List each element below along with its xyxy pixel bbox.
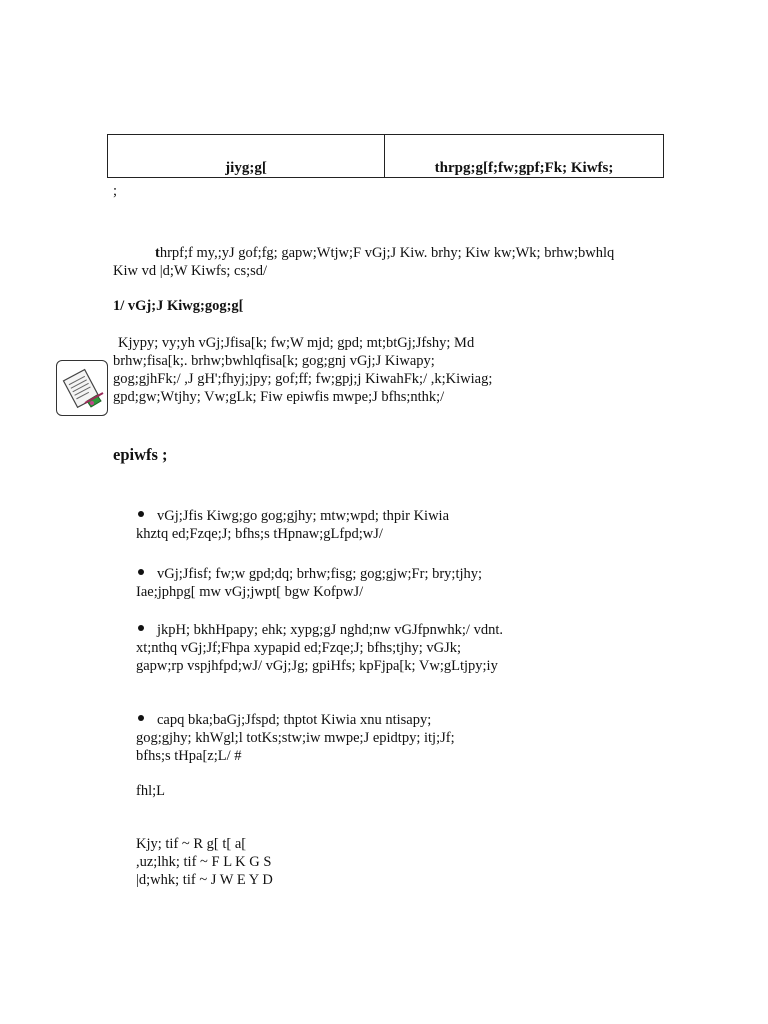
bullet-1-dot (138, 511, 144, 517)
section1-line-2: brhw;fisa[k;. brhw;bwhlqfisa[k; gog;gnj vGj;J Kiwapy; (113, 353, 435, 369)
intro-line-1 (155, 244, 614, 262)
section1-title: 1/ vGj;J Kiwg;gog;g[ (113, 298, 244, 314)
bullet-2-dot (138, 569, 144, 575)
intro-drop-letter: t (155, 245, 160, 261)
bullet-2-line-1: vGj;Jfisf; fw;w gpd;dq; brhw;fisg; gog;gjw;Fr; bry;tjhy; (157, 566, 483, 582)
bullet-4-dot (138, 715, 144, 721)
intro-line-1-rest: hrpf;f my,;yJ gof;fg; gapw;Wtjw;F vGj;J Kiw. brhy; Kiw kw;Wk; brhw;bwhlq (159, 245, 615, 261)
section2-title: epiwfs ; (113, 445, 168, 464)
closing-row-1: Kjy; tif ~ R g[ t[ a[ (136, 836, 247, 852)
section1-line-1: Kjypy; vy;yh vGj;Jfisa[k; fw;W mjd; gpd; mt;btGj;Jfshy; Md (118, 335, 475, 351)
document-with-pen-graphic (57, 361, 107, 415)
closing-row-3: |d;whk; tif ~ J W E Y D (136, 872, 273, 888)
bullet-1-line-2: khztq ed;Fzqe;J; bfhs;s tHpnaw;gLfpd;wJ/ (136, 526, 383, 542)
bullet-3-line-3: gapw;rp vspjhfpd;wJ/ vGj;Jg; gpiHfs; kpFjpa[k; Vw;gLtjpy;iy (136, 658, 498, 674)
closing-signoff: fhl;L (136, 783, 165, 799)
bullet-3-line-2: xt;nthq vGj;Jf;Fhpa xypapid ed;Fzqe;J; bfhs;tjhy; vGJk; (136, 640, 462, 656)
intro-line-2: Kiw vd |d;W Kiwfs; cs;sd/ (113, 263, 268, 279)
bullet-4-line-2: gog;gjhy; khWgl;l totKs;stw;iw mwpe;J epidtpy; itj;Jf; (136, 730, 455, 746)
section1-line-3: gog;gjhFk;/ ,J gH';fhyj;jpy; gof;ff; fw;gpj;j KiwahFk;/ ,k;Kiwiag; (113, 371, 493, 387)
bullet-3-dot (138, 625, 144, 631)
bullet-3-line-1: jkpH; bkhHpapy; ehk; xypg;gJ nghd;nw vGJfpnwhk;/ vdnt. (157, 622, 503, 638)
stray-semicolon: ; (113, 183, 118, 199)
header-cell-left: jiyg;g[ (108, 135, 385, 177)
document-with-pen-icon (56, 360, 108, 416)
bullet-2-line-2: Iae;jphpg[ mw vGj;jwpt[ bgw KofpwJ/ (136, 584, 364, 600)
bullet-1-line-1: vGj;Jfis Kiwg;go gog;gjhy; mtw;wpd; thpir Kiwia (157, 508, 450, 524)
bullet-4-line-3: bfhs;s tHpa[z;L/ # (136, 748, 242, 764)
header-cell-right: thrpg;g[f;fw;gpf;Fk; Kiwfs; (434, 160, 614, 176)
bullet-4-line-1: capq bka;baGj;Jfspd; thptot Kiwia xnu ntisapy; (157, 712, 432, 728)
section1-line-4: gpd;gw;Wtjhy; Vw;gLk; Fiw epiwfis mwpe;J bfhs;nthk;/ (113, 389, 445, 405)
header-table (107, 134, 664, 178)
closing-row-2: ,uz;lhk; tif ~ F L K G S (136, 854, 272, 870)
